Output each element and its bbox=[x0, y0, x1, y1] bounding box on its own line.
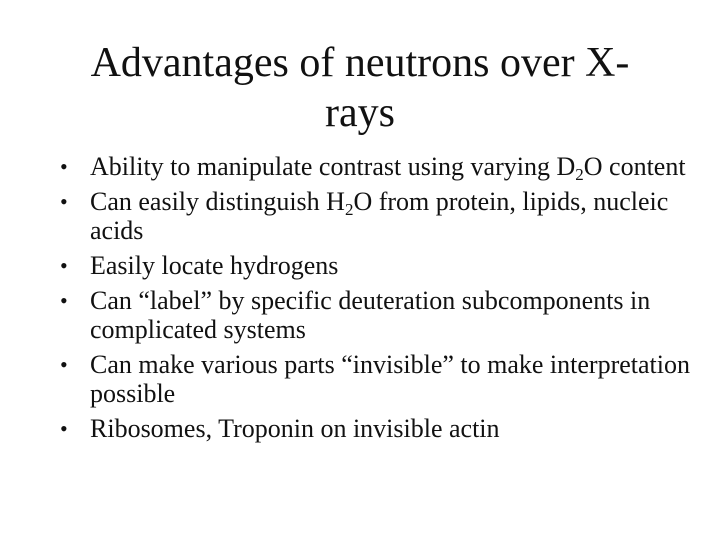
slide-title: Advantages of neutrons over X-rays bbox=[90, 40, 630, 136]
bullet-item bbox=[60, 414, 700, 443]
bullet-text: Can easily distinguish H bbox=[90, 187, 345, 216]
bullet-item bbox=[60, 187, 700, 245]
bullet-text: Ribosomes, Troponin on invisible actin bbox=[90, 414, 500, 443]
bullet-item bbox=[60, 350, 700, 408]
bullet-dot-icon: • bbox=[60, 253, 68, 278]
bullet-list bbox=[60, 152, 700, 449]
bullet-item bbox=[60, 286, 700, 344]
bullet-text: Can “label” by specific deuteration subcomponents in complicated systems bbox=[90, 286, 651, 344]
subscript-text: 2 bbox=[575, 165, 584, 184]
bullet-dot-icon: • bbox=[60, 352, 68, 377]
bullet-dot-icon: • bbox=[60, 154, 68, 179]
bullet-dot-icon: • bbox=[60, 416, 68, 441]
bullet-text: O content bbox=[583, 152, 686, 181]
bullet-item bbox=[60, 251, 700, 280]
bullet-dot-icon: • bbox=[60, 189, 68, 214]
bullet-item bbox=[60, 152, 700, 184]
bullet-text: O from protein, lipids, nucleic acids bbox=[90, 187, 669, 245]
bullet-text: Easily locate hydrogens bbox=[90, 251, 339, 280]
bullet-dot-icon: • bbox=[60, 288, 68, 313]
bullet-text: Ability to manipulate contrast using varying D bbox=[90, 152, 576, 181]
bullet-text: Can make various parts “invisible” to make interpretation possible bbox=[90, 350, 690, 408]
subscript-text: 2 bbox=[344, 200, 354, 219]
